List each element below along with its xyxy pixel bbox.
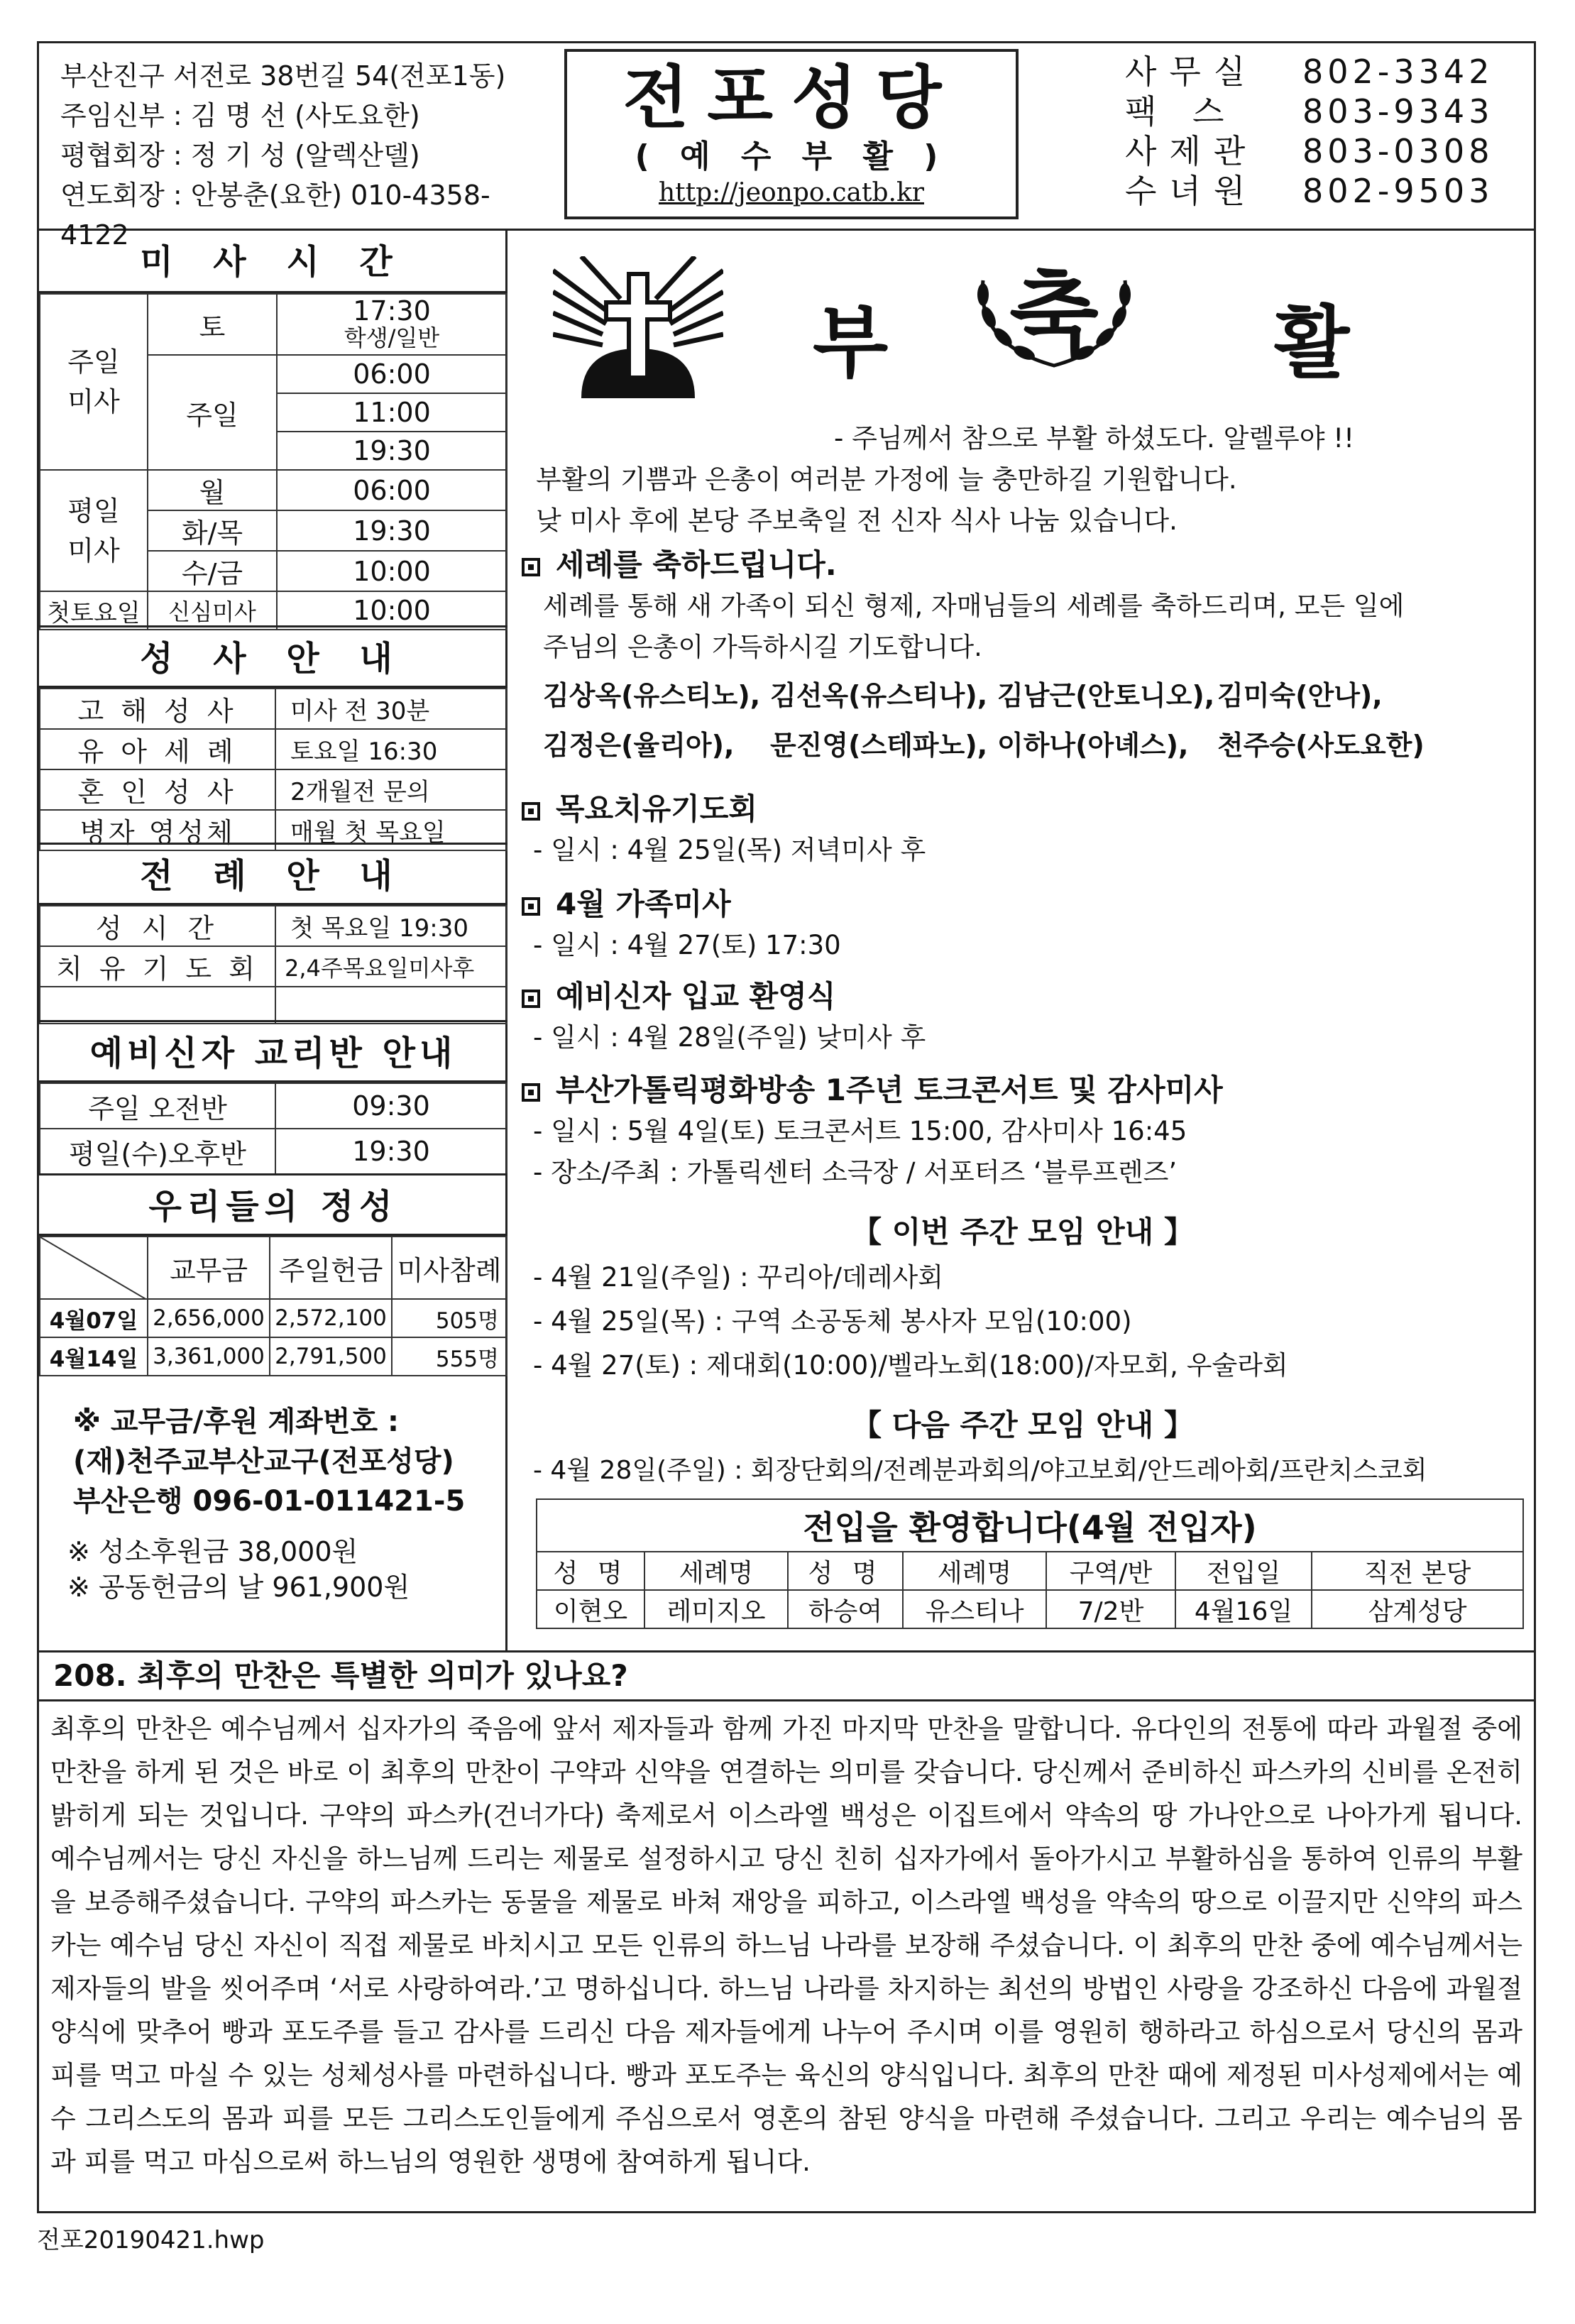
parish-url[interactable]: http://jeonpo.catb.kr — [658, 178, 924, 207]
offerings-value: 555명 — [392, 1337, 507, 1376]
newcomers-col: 구역/반 — [1046, 1552, 1175, 1590]
sacrament-value: 토요일 16:30 — [275, 729, 507, 769]
sacrament-name: 고 해 성 사 — [40, 689, 275, 729]
contact-label: 팩 스 — [1125, 92, 1237, 131]
notice-line: - 일시 : 5월 4일(토) 토크콘서트 15:00, 감사미사 16:45 — [533, 1116, 1187, 1146]
sat-label: 토 — [148, 294, 277, 355]
sacrament-name: 혼 인 성 사 — [40, 769, 275, 810]
newcomers-col: 전입일 — [1175, 1552, 1312, 1590]
notice-line: - 일시 : 4월 27(토) 17:30 — [533, 930, 841, 960]
baptism-text: 세례를 통해 새 가족이 되신 형제, 자매님들의 세례를 축하드리며, 모든 일에 — [543, 591, 1405, 621]
catechumen-heading: 예비신자 교리반 안내 — [39, 1020, 507, 1082]
mass-times-heading: 미 사 시 간 — [39, 231, 507, 293]
catechumen-table — [39, 1082, 507, 1175]
notice-line: - 일시 : 4월 28일(주일) 낮미사 후 — [533, 1022, 926, 1053]
baptism-text: 주님의 은총이 가득하시길 기도합니다. — [543, 632, 982, 662]
liturgy-name: 치 유 기 도 회 — [40, 946, 275, 987]
newcomers-cell: 유스티나 — [903, 1590, 1046, 1628]
sun-time: 19:30 — [277, 432, 507, 470]
sun-time: 11:00 — [277, 393, 507, 432]
class-name: 주일 오전반 — [40, 1083, 275, 1129]
contact-value: 802-9503 — [1302, 172, 1494, 210]
offerings-col: 주일헌금 — [270, 1237, 392, 1299]
newcomers-table — [536, 1498, 1524, 1629]
contact-row — [1125, 52, 1522, 92]
council-president: 평협회장 : 정 기 성 (알렉산델) — [60, 140, 420, 171]
notice-title — [522, 1070, 1223, 1111]
easter-line: 부활의 기쁨과 은총이 여러분 가정에 늘 충만하길 기원합니다. — [536, 464, 1237, 495]
class-time: 19:30 — [275, 1129, 507, 1174]
donation-notes — [67, 1534, 410, 1605]
sacrament-value: 미사 전 30분 — [275, 689, 507, 729]
baptism-name: 천주승(사도요한) — [1217, 730, 1425, 761]
corner-cell — [40, 1237, 148, 1299]
liturgical-season: ( 예 수 부 활 ) — [635, 138, 948, 175]
sat-time-cell — [277, 294, 507, 355]
class-time: 09:30 — [275, 1083, 507, 1129]
empty-cell — [40, 987, 275, 1024]
banner-right: 활 — [1274, 297, 1350, 388]
sun-label: 주일 — [148, 355, 277, 470]
newcomers-cell: 레미지오 — [644, 1590, 788, 1628]
contact-value: 802-3342 — [1302, 53, 1494, 91]
sacrament-name: 유 아 세 례 — [40, 729, 275, 769]
article-body: 최후의 만찬은 예수님께서 십자가의 죽음에 앞서 제자들과 함께 가진 마지막 만찬을 말합니다. 유다인의 전통에 따라 과월절 중에 만찬을 하게 된 것은 바로 이 최후의 만찬이 구약과 신약을 연결하는 의미를 갖습니다. 당신께서 준비하신 파스카의 신비를 온전히 밝히게 되는 것입니다. 구약의 파스카(건너가다) 축제로서 이스라엘 백성은 이집트에서 약속의 땅 가나안으로 나아가게 됩니다. 예수님께서는 당신 자신을 하느님께 드리는 제물로 설정하시고 당신 친히 십자가에서 돌아가시고 부활하심을 통하여 인류의 부활을 보증해주셨습니다. 구약의 파스카는 동물을 제물로 바쳐 재앙을 피하고, 이스라엘 백성을 약속의 땅으로 이끌지만 신약의 파스카는 예수님 당신 자신이 직접 제물로 바치시고 모든 인류의 하느님 나라를 보장해 주셨습니다. 이 최후의 만찬 중에 예수님께서는 제자들의 발을 씻어주며 ‘서로 사랑하여라.’고 명하십니다. 하느님 나라를 차지하는 최선의 방법인 사랑을 강조하신 다음에 과월절 양식에 맞추어 빵과 포도주를 들고 감사를 드리신 다음 제자들에게 나누어 주시며 이를 영원히 행하라고 하심으로서 당신의 몸과 피를 먹고 마실 수 있는 성체성사를 마련하십니다. 빵과 포도주는 육신의 양식입니다. 최후의 만찬 때에 제정된 미사성제에서는 예수 그리스도의 몸과 피를 모든 그리스도인들에게 주심으로서 영혼의 참된 양식을 마련해 주셨습니다. 그리고 우리는 예수님의 몸과 피를 먹고 마심으로써 하느님의 영원한 생명에 참여하게 됩니다. — [50, 1714, 1522, 2177]
newcomers-cell: 4월16일 — [1175, 1590, 1312, 1628]
offerings-heading: 우리들의 정성 — [39, 1173, 507, 1236]
sat-note: 학생/일반 — [344, 324, 440, 351]
offerings-table — [39, 1236, 507, 1376]
address: 부산진구 서전로 38번길 54(전포1동) — [60, 60, 506, 92]
square-bullet-icon — [522, 802, 540, 821]
baptism-title-text: 세례를 축하드립니다. — [556, 547, 837, 582]
cross-icon — [553, 256, 723, 398]
easter-greeting: - 주님께서 참으로 부활 하셨도다. 알렐루야 !! — [834, 423, 1354, 454]
weekday-time: 10:00 — [277, 551, 507, 591]
contact-value: 803-9343 — [1302, 92, 1494, 131]
funeral-president: 연도회장 : 안봉춘(요한) 010-4358-4122 — [60, 180, 490, 251]
pastor: 주임신부 : 김 명 선 (사도요한) — [60, 100, 420, 131]
class-name: 평일(수)오후반 — [40, 1129, 275, 1174]
baptism-names-row1 — [543, 671, 1383, 720]
sat-time: 17:30 — [353, 295, 431, 327]
banner-left: 부 — [813, 297, 889, 388]
weekday-day: 수/금 — [148, 551, 277, 591]
contact-list — [1125, 52, 1522, 211]
newcomers-col: 세례명 — [644, 1552, 788, 1590]
liturgy-value: 2,4주목요일미사후 — [275, 946, 507, 987]
article-title: 208. 최후의 만찬은 특별한 의미가 있나요? — [39, 1652, 1534, 1701]
newcomers-col: 성 명 — [537, 1552, 644, 1590]
parish-title: 전포성당 — [622, 57, 960, 138]
sunday-mass-label: 주일 미사 — [40, 294, 148, 470]
contact-row — [1125, 92, 1522, 131]
square-bullet-icon — [522, 1083, 540, 1102]
offerings-value: 2,656,000 — [148, 1299, 270, 1337]
notice-title-text: 목요치유기도회 — [556, 791, 758, 826]
donation-note: ※ 성소후원금 38,000원 — [67, 1536, 358, 1567]
liturgy-value: 첫 목요일 19:30 — [275, 906, 507, 946]
sun-time: 06:00 — [277, 355, 507, 393]
liturgy-table — [39, 905, 507, 1024]
newcomers-col: 세례명 — [903, 1552, 1046, 1590]
mass-times-table — [39, 293, 507, 630]
baptism-names-row2 — [543, 720, 1425, 770]
notice-title-text: 4월 가족미사 — [556, 887, 731, 921]
this-week-title: 【 이번 주간 모임 안내 】 — [852, 1215, 1194, 1249]
bulletin-page — [37, 41, 1536, 2213]
diagonal-line — [40, 1237, 147, 1300]
faq-article — [39, 1650, 1534, 2215]
square-bullet-icon — [522, 558, 540, 576]
file-name: 전포20190421.hwp — [37, 2226, 265, 2254]
notice-line: - 장소/주최 : 가톨릭센터 소극장 / 서포터즈 ‘블루프렌즈’ — [533, 1157, 1178, 1188]
account-line: ※ 교무금/후원 계좌번호 : — [73, 1405, 400, 1438]
contact-label: 사무실 — [1125, 53, 1258, 91]
contact-label: 사제관 — [1125, 132, 1258, 170]
offerings-value: 2,572,100 — [270, 1299, 392, 1337]
notice-title-text: 부산가톨릭평화방송 1주년 토크콘서트 및 감사미사 — [556, 1073, 1223, 1107]
next-week-line: - 4월 28일(주일) : 회장단회의/전례분과회의/야고보회/안드레아회/프란치스코회 — [533, 1456, 1427, 1485]
donation-note: ※ 공동헌금의 날 961,900원 — [67, 1572, 410, 1603]
sacraments-heading: 성 사 안 내 — [39, 625, 507, 688]
first-sat-type: 신심미사 — [148, 591, 277, 630]
offerings-col: 미사참례 — [392, 1237, 507, 1299]
newcomers-cell: 하승여 — [788, 1590, 903, 1628]
account-line: 부산은행 096-01-011421-5 — [73, 1485, 466, 1518]
banner-center: 축 — [1009, 260, 1099, 368]
contact-row — [1125, 171, 1522, 211]
baptism-name: 김남근(안토니오), — [997, 680, 1215, 711]
easter-line: 낮 미사 후에 본당 주보축일 전 신자 식사 나눔 있습니다. — [536, 505, 1178, 536]
offerings-col: 교무금 — [148, 1237, 270, 1299]
offerings-value: 505명 — [392, 1299, 507, 1337]
newcomers-col: 직전 본당 — [1312, 1552, 1523, 1590]
header — [39, 43, 1534, 251]
left-column — [39, 231, 507, 1650]
sacrament-value: 매월 첫 목요일 — [275, 810, 507, 850]
sacrament-value: 2개월전 문의 — [275, 769, 507, 810]
liturgy-name: 성 시 간 — [40, 906, 275, 946]
square-bullet-icon — [522, 897, 540, 916]
newcomers-cell: 7/2반 — [1046, 1590, 1175, 1628]
notice-title — [522, 884, 731, 925]
sacraments-table — [39, 688, 507, 851]
baptism-title — [522, 544, 837, 586]
this-week-line: - 4월 25일(목) : 구역 소공동체 봉사자 모임(10:00) — [533, 1306, 1132, 1337]
newcomers-title: 전입을 환영합니다(4월 전입자) — [537, 1499, 1523, 1552]
square-bullet-icon — [522, 990, 540, 1008]
newcomers-col: 성 명 — [788, 1552, 903, 1590]
parish-info — [60, 56, 557, 255]
baptism-name: 이하나(아녜스), — [997, 730, 1189, 761]
empty-cell — [275, 987, 507, 1024]
first-sat-label: 첫토요일 — [40, 591, 148, 630]
weekday-time: 06:00 — [277, 470, 507, 510]
weekday-day: 월 — [148, 470, 277, 510]
contact-label: 수녀원 — [1125, 172, 1258, 210]
this-week-line: - 4월 21일(주일) : 꾸리아/데레사회 — [533, 1262, 943, 1293]
offerings-date: 4월14일 — [40, 1337, 148, 1376]
this-week-line: - 4월 27(토) : 제대회(10:00)/벨라노회(18:00)/자모회, 우술라회 — [533, 1350, 1288, 1381]
weekday-time: 19:30 — [277, 510, 507, 551]
notice-title-text: 예비신자 입교 환영식 — [556, 979, 836, 1014]
next-week-title: 【 다음 주간 모임 안내 】 — [852, 1408, 1194, 1442]
offerings-date: 4월07일 — [40, 1299, 148, 1337]
offerings-value: 2,791,500 — [270, 1337, 392, 1376]
weekday-day: 화/목 — [148, 510, 277, 551]
baptism-name: 김상옥(유스티노), — [543, 680, 761, 711]
baptism-name: 김선옥(유스티나), — [770, 680, 988, 711]
weekday-mass-label: 평일 미사 — [40, 470, 148, 591]
newcomers-cell: 삼계성당 — [1312, 1590, 1523, 1628]
notice-title — [522, 789, 757, 830]
notice-line: - 일시 : 4월 25일(목) 저녁미사 후 — [533, 835, 926, 865]
liturgy-heading: 전 례 안 내 — [39, 843, 507, 905]
baptism-name: 문진영(스테파노), — [770, 730, 988, 761]
contact-value: 803-0308 — [1302, 132, 1494, 170]
first-sat-time: 10:00 — [277, 591, 507, 630]
notice-title — [522, 976, 835, 1017]
offerings-value: 3,361,000 — [148, 1337, 270, 1376]
title-box — [564, 49, 1019, 219]
account-line: (재)천주교부산교구(전포성당) — [73, 1445, 454, 1478]
contact-row — [1125, 131, 1522, 171]
baptism-name: 김미숙(안나), — [1217, 680, 1383, 711]
account-block — [73, 1402, 465, 1521]
newcomers-cell: 이현오 — [537, 1590, 644, 1628]
sacrament-name: 병자 영성체 — [40, 810, 275, 850]
baptism-name: 김정은(율리아), — [543, 730, 735, 761]
